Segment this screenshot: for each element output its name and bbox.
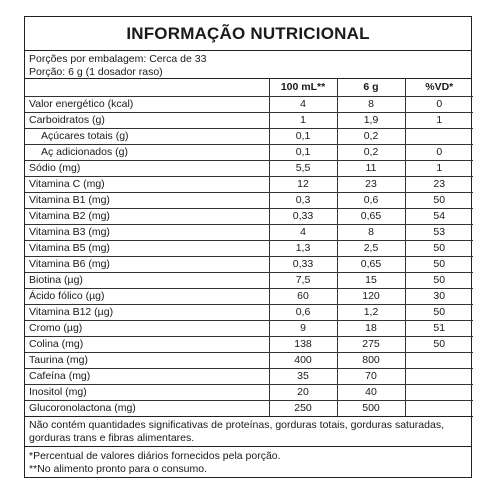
nutrient-name: Vitamina B2 (mg) [25, 209, 269, 225]
table-row [25, 225, 473, 241]
value-per-100ml: 60 [269, 289, 337, 305]
nutrient-name: Inositol (mg) [25, 385, 269, 401]
value-daily-percent: 51 [405, 321, 473, 337]
table-row [25, 289, 473, 305]
value-per-100ml: 1 [269, 113, 337, 129]
value-daily-percent: 50 [405, 241, 473, 257]
value-per-100ml: 0,1 [269, 129, 337, 145]
value-daily-percent: 53 [405, 225, 473, 241]
value-daily-percent: 23 [405, 177, 473, 193]
nutrient-name: Vitamina B1 (mg) [25, 193, 269, 209]
value-per-portion: 11 [337, 161, 405, 177]
value-daily-percent: 50 [405, 337, 473, 353]
value-daily-percent: 54 [405, 209, 473, 225]
nutrient-name: Vitamina B12 (µg) [25, 305, 269, 321]
footnotes [25, 447, 471, 479]
nutrient-name: Taurina (mg) [25, 353, 269, 369]
value-per-portion: 0,6 [337, 193, 405, 209]
header-nutrient [25, 79, 269, 97]
table-row [25, 177, 473, 193]
nutrient-name: Carboidratos (g) [25, 113, 269, 129]
value-per-portion: 0,65 [337, 257, 405, 273]
value-per-portion: 18 [337, 321, 405, 337]
nutrient-name: Biotina (µg) [25, 273, 269, 289]
value-per-portion: 120 [337, 289, 405, 305]
footnote-daily-value: *Percentual de valores diários fornecidos pela porção. [29, 450, 281, 462]
value-per-portion: 15 [337, 273, 405, 289]
value-daily-percent: 50 [405, 257, 473, 273]
value-per-100ml: 5,5 [269, 161, 337, 177]
table-row [25, 369, 473, 385]
nutrition-label [24, 16, 472, 478]
value-daily-percent: 30 [405, 289, 473, 305]
table-row [25, 145, 473, 161]
nutrient-name: Sódio (mg) [25, 161, 269, 177]
footnote-ready-to-drink: **No alimento pronto para o consumo. [29, 463, 208, 475]
table-header-row [25, 79, 473, 97]
table-row [25, 209, 473, 225]
table-row [25, 241, 473, 257]
value-daily-percent: 50 [405, 305, 473, 321]
table-row [25, 305, 473, 321]
value-per-100ml: 0,33 [269, 209, 337, 225]
value-daily-percent: 1 [405, 113, 473, 129]
table-row [25, 257, 473, 273]
header-per-portion: 6 g [337, 79, 405, 97]
value-daily-percent: 0 [405, 97, 473, 113]
table-row [25, 321, 473, 337]
value-daily-percent [405, 401, 473, 417]
value-daily-percent [405, 369, 473, 385]
value-per-100ml: 20 [269, 385, 337, 401]
value-per-100ml: 250 [269, 401, 337, 417]
nutrient-name: Colina (mg) [25, 337, 269, 353]
header-daily-value: %VD* [405, 79, 473, 97]
value-per-100ml: 4 [269, 97, 337, 113]
table-row [25, 385, 473, 401]
value-per-100ml: 138 [269, 337, 337, 353]
nutrient-name: Cafeína (mg) [25, 369, 269, 385]
value-per-portion: 500 [337, 401, 405, 417]
nutrient-name: Açúcares totais (g) [25, 129, 269, 145]
value-daily-percent: 0 [405, 145, 473, 161]
nutrient-name: Vitamina C (mg) [25, 177, 269, 193]
value-per-portion: 0,2 [337, 129, 405, 145]
nutrition-table [25, 79, 473, 417]
value-per-portion: 275 [337, 337, 405, 353]
table-row [25, 353, 473, 369]
label-title: INFORMAÇÃO NUTRICIONAL [25, 17, 471, 51]
value-per-100ml: 0,6 [269, 305, 337, 321]
value-per-portion: 40 [337, 385, 405, 401]
value-per-100ml: 35 [269, 369, 337, 385]
value-per-portion: 0,2 [337, 145, 405, 161]
table-row [25, 337, 473, 353]
value-daily-percent [405, 353, 473, 369]
portion-size: Porção: 6 g (1 dosador raso) [29, 66, 163, 78]
value-per-portion: 70 [337, 369, 405, 385]
value-per-100ml: 4 [269, 225, 337, 241]
nutrient-name: Vitamina B5 (mg) [25, 241, 269, 257]
table-row [25, 193, 473, 209]
value-daily-percent: 50 [405, 193, 473, 209]
portions-per-package: Porções por embalagem: Cerca de 33 [29, 53, 207, 65]
value-per-portion: 1,9 [337, 113, 405, 129]
table-row [25, 113, 473, 129]
value-per-100ml: 12 [269, 177, 337, 193]
value-daily-percent [405, 385, 473, 401]
value-per-100ml: 400 [269, 353, 337, 369]
nutrient-name: Cromo (µg) [25, 321, 269, 337]
nutrient-name: Aç adicionados (g) [25, 145, 269, 161]
value-per-100ml: 0,3 [269, 193, 337, 209]
table-row [25, 161, 473, 177]
table-row [25, 273, 473, 289]
nutrient-name: Vitamina B6 (mg) [25, 257, 269, 273]
nutrient-name: Valor energético (kcal) [25, 97, 269, 113]
value-per-100ml: 0,1 [269, 145, 337, 161]
table-row [25, 129, 473, 145]
value-per-portion: 0,65 [337, 209, 405, 225]
nutrient-name: Glucoronolactona (mg) [25, 401, 269, 417]
value-daily-percent: 1 [405, 161, 473, 177]
value-per-portion: 23 [337, 177, 405, 193]
value-per-100ml: 0,33 [269, 257, 337, 273]
value-per-100ml: 9 [269, 321, 337, 337]
value-daily-percent [405, 129, 473, 145]
header-per-100ml: 100 mL** [269, 79, 337, 97]
value-per-portion: 800 [337, 353, 405, 369]
value-per-100ml: 7,5 [269, 273, 337, 289]
portion-info [25, 51, 471, 79]
value-per-100ml: 1,3 [269, 241, 337, 257]
value-daily-percent: 50 [405, 273, 473, 289]
table-row [25, 401, 473, 417]
nutrient-name: Vitamina B3 (mg) [25, 225, 269, 241]
value-per-portion: 8 [337, 97, 405, 113]
value-per-portion: 2,5 [337, 241, 405, 257]
table-row [25, 97, 473, 113]
value-per-portion: 1,2 [337, 305, 405, 321]
value-per-portion: 8 [337, 225, 405, 241]
nutrient-name: Ácido fólico (µg) [25, 289, 269, 305]
insignificant-note: Não contém quantidades significativas de proteínas, gorduras totais, gorduras saturadas, gorduras trans e fibras alimentares. [25, 417, 471, 447]
